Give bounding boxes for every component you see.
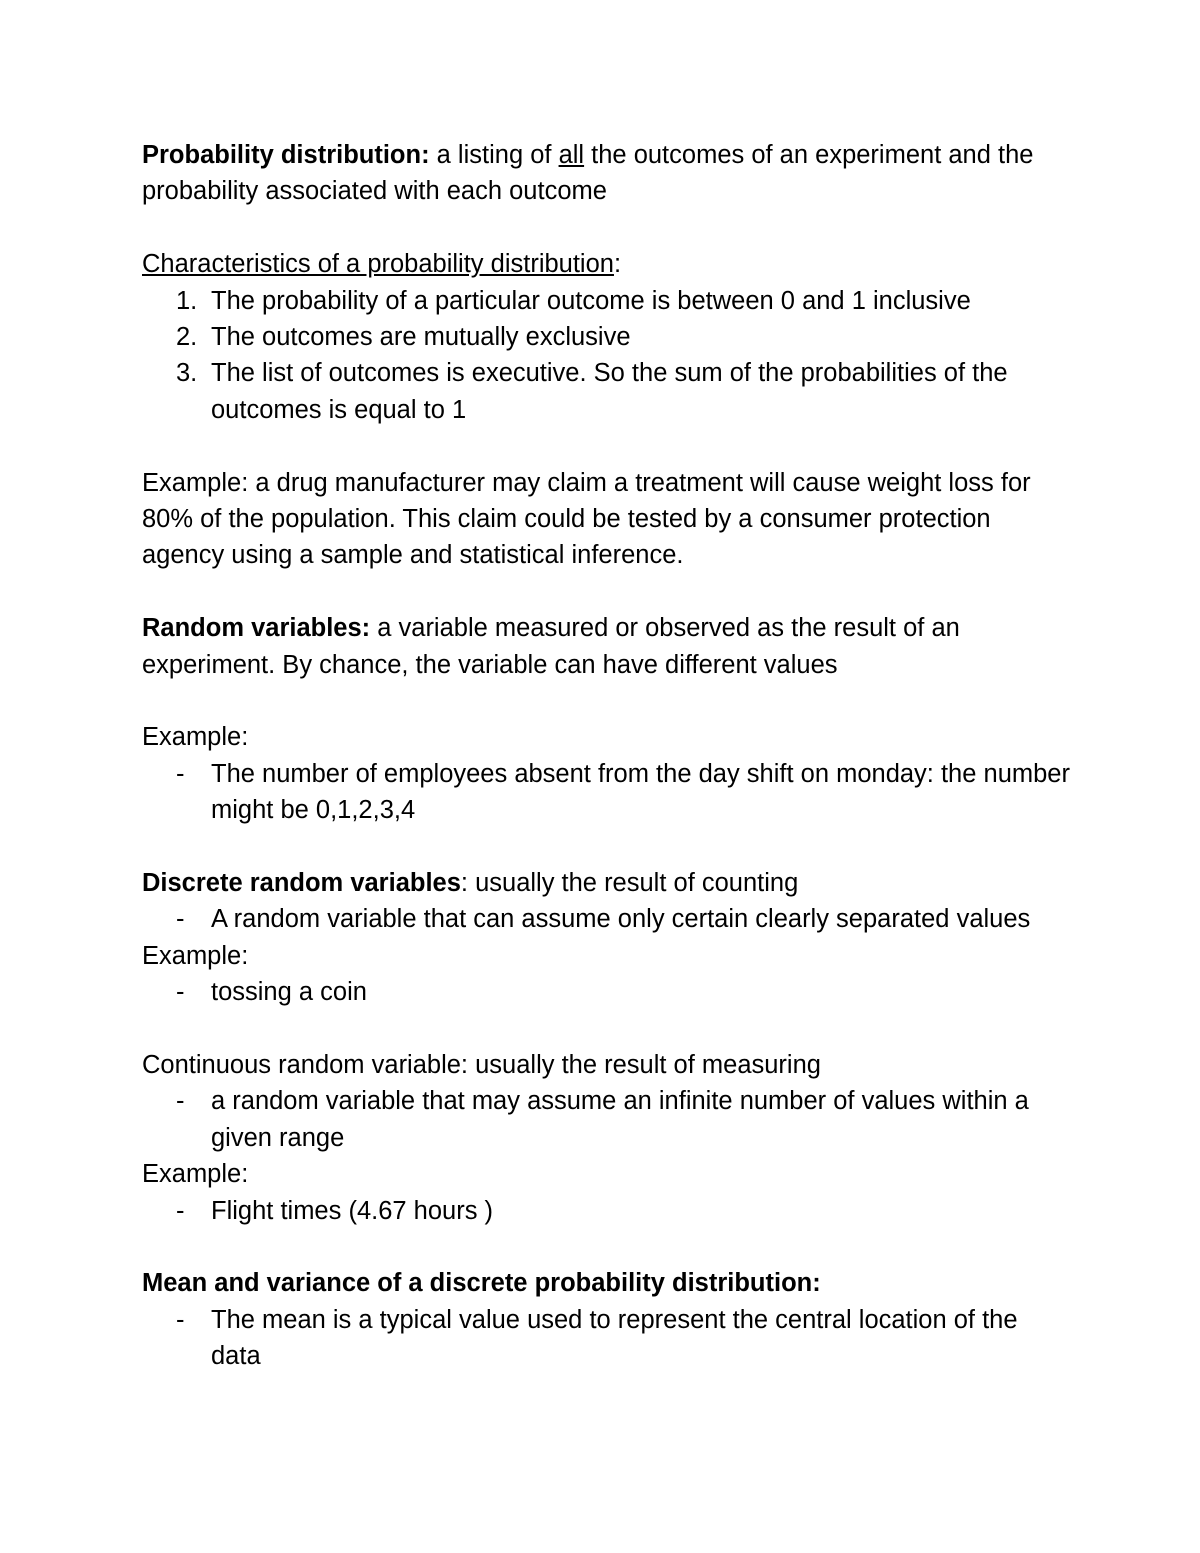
characteristics-list: [142, 283, 1072, 429]
characteristics-heading-text: Characteristics of a probability distribution: [142, 250, 614, 279]
discrete-example-label: Example:: [142, 941, 249, 970]
list-item-text: The number of employees absent from the day shift on monday: the number might be 0,1,2,3,4: [211, 759, 1070, 825]
random-variables-example-list: [142, 756, 1072, 829]
discrete-description-list: [142, 901, 1072, 937]
continuous-example-label: Example:: [142, 1160, 249, 1189]
list-item: [142, 355, 1072, 428]
characteristics-heading-colon: :: [613, 250, 622, 279]
list-marker: 1.: [176, 286, 198, 315]
random-variables-definition-text: a variable measured or observed as the result of an experiment. By chance, the variable can have different values: [142, 614, 960, 679]
paragraph-gap: [142, 428, 1072, 464]
list-item-text: A random variable that can assume only certain clearly separated values: [211, 905, 1031, 934]
dash-marker: -: [176, 978, 185, 1007]
paragraph-gap: [142, 829, 1072, 865]
dash-marker: -: [176, 1305, 185, 1334]
discrete-random-variables-term: Discrete random variables: [142, 869, 461, 898]
continuous-random-variable-heading: Continuous random variable: usually the result of measuring: [142, 1051, 821, 1080]
document-page: [142, 137, 1072, 1375]
mean-variance-list: [142, 1302, 1072, 1375]
definition-text-after: the outcomes of an experiment and the probability associated with each outcome: [142, 141, 1034, 206]
list-item: [142, 1193, 1072, 1229]
list-marker: 2.: [176, 323, 198, 352]
continuous-example-list: [142, 1193, 1072, 1229]
paragraph-gap: [142, 210, 1072, 246]
list-item-text: Flight times (4.67 hours ): [211, 1196, 494, 1225]
drug-example-paragraph: Example: a drug manufacturer may claim a treatment will cause weight loss for 80% of the population. This claim could be tested by a consumer protection agency using a sample and statistical inference.: [142, 468, 1031, 570]
dash-marker: -: [176, 905, 185, 934]
paragraph-gap: [142, 1229, 1072, 1265]
characteristics-heading: [142, 246, 1072, 282]
definition-text-before: a listing of: [429, 141, 559, 169]
list-item-text: a random variable that may assume an infinite number of values within a given range: [211, 1087, 1029, 1152]
random-variables-example-label: Example:: [142, 723, 249, 752]
random-variables-definition: [142, 610, 1072, 683]
list-item: [142, 974, 1072, 1010]
dash-marker: -: [176, 1196, 185, 1225]
discrete-random-variables-definition: [142, 865, 1072, 901]
mean-variance-heading: Mean and variance of a discrete probability distribution:: [142, 1269, 821, 1298]
list-item-text: The mean is a typical value used to represent the central location of the data: [211, 1305, 1018, 1371]
list-item: [142, 756, 1072, 829]
list-item-text: tossing a coin: [211, 978, 367, 1007]
underlined-word-all: all: [558, 141, 585, 169]
list-item: [142, 1302, 1072, 1375]
list-marker: 3.: [176, 359, 198, 388]
list-item-text: The outcomes are mutually exclusive: [211, 323, 631, 352]
list-item-text: The probability of a particular outcome is between 0 and 1 inclusive: [211, 286, 971, 315]
list-item: [142, 1083, 1072, 1156]
dash-marker: -: [176, 759, 185, 788]
list-item-text: The list of outcomes is executive. So the sum of the probabilities of the outcomes is equal to 1: [211, 359, 1008, 424]
discrete-example-list: [142, 974, 1072, 1010]
dash-marker: -: [176, 1087, 185, 1116]
probability-distribution-definition: [142, 137, 1072, 210]
paragraph-gap: [142, 1011, 1072, 1047]
paragraph-gap: [142, 683, 1072, 719]
probability-distribution-term: Probability distribution:: [142, 141, 430, 169]
random-variables-term: Random variables:: [142, 614, 371, 643]
list-item: [142, 283, 1072, 319]
list-item: [142, 901, 1072, 937]
discrete-definition-text: : usually the result of counting: [460, 869, 799, 898]
list-item: [142, 319, 1072, 355]
continuous-description-list: [142, 1083, 1072, 1156]
paragraph-gap: [142, 574, 1072, 610]
